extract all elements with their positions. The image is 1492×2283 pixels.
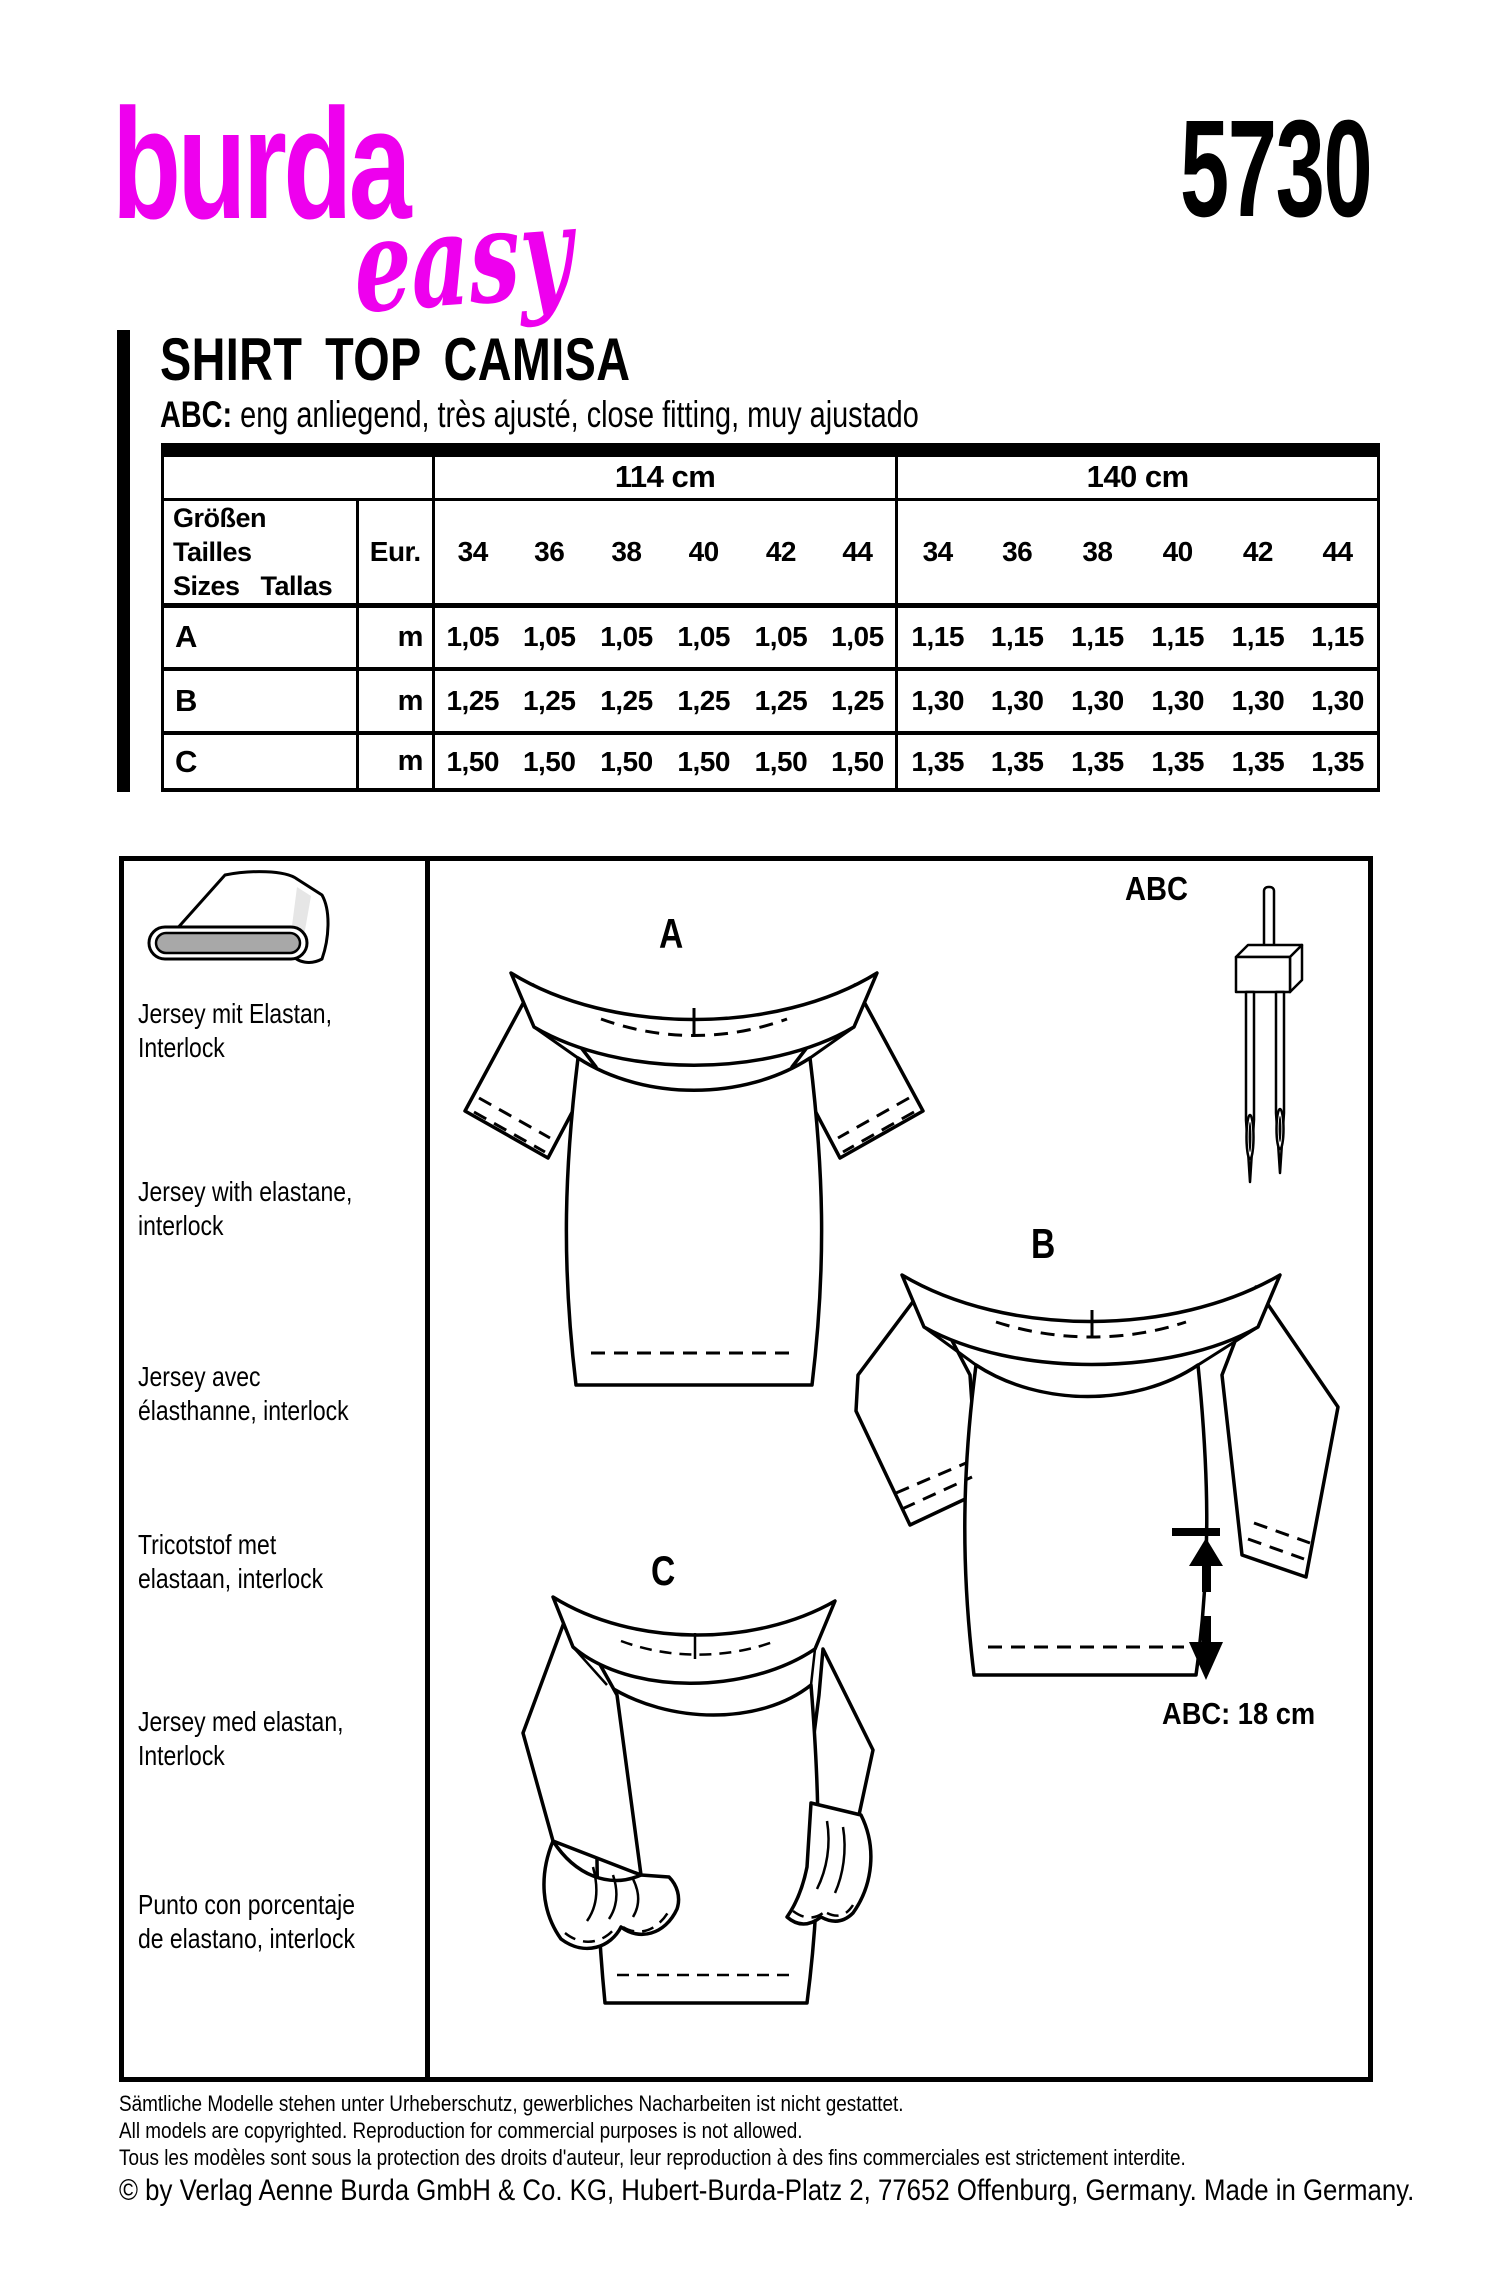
size-header-cell: 40 bbox=[665, 499, 742, 605]
width-group-140: 140 cm bbox=[897, 450, 1379, 499]
yardage-cell: 1,50 bbox=[754, 745, 808, 777]
needle-views-label: ABC bbox=[1125, 870, 1188, 907]
fit-text: eng anliegend, très ajusté, close fitting, muy ajustado bbox=[232, 394, 919, 435]
yardage-cell: 1,15 bbox=[1218, 605, 1298, 669]
unit-cell: m bbox=[357, 733, 433, 790]
yardage-cell: 1,05 bbox=[742, 605, 819, 669]
fabric-text-es: Punto con porcentaje de elastano, interlock bbox=[138, 1889, 356, 1954]
fabric-text-de: Jersey mit Elastan, Interlock bbox=[138, 998, 332, 1063]
heading-accent-bar bbox=[117, 330, 130, 792]
unit-cell: m bbox=[357, 605, 433, 669]
size-header-cell: 42 bbox=[1218, 499, 1298, 605]
size-header-cell: 44 bbox=[820, 499, 897, 605]
size-header-cell: 42 bbox=[742, 499, 819, 605]
yardage-cell: 1,15 bbox=[1057, 605, 1137, 669]
yardage-cell: 1,30 bbox=[897, 669, 977, 733]
yardage-cell: 1,30 bbox=[1138, 669, 1218, 733]
yardage-cell: 1,35 bbox=[1071, 745, 1124, 777]
brand-logo-easy: easy bbox=[351, 176, 575, 343]
yardage-cell: 1,05 bbox=[820, 605, 897, 669]
yardage-cell: 1,30 bbox=[1218, 669, 1298, 733]
yardage-cell: 1,25 bbox=[742, 669, 819, 733]
view-cell: C bbox=[163, 733, 358, 790]
view-label-b: B bbox=[1031, 1220, 1056, 1267]
panel-divider bbox=[425, 861, 430, 2077]
yardage-cell: 1,05 bbox=[433, 605, 510, 669]
view-cell: A bbox=[163, 605, 358, 669]
fabric-text-en: Jersey with elastane, interlock bbox=[138, 1176, 353, 1241]
size-header-cell: 34 bbox=[897, 499, 977, 605]
yardage-cell: 1,30 bbox=[977, 669, 1057, 733]
yardage-cell: 1,05 bbox=[511, 605, 588, 669]
fit-views-label: ABC: bbox=[160, 394, 233, 435]
length-arrows-icon bbox=[1172, 1528, 1242, 1688]
views-panel bbox=[119, 856, 1373, 2082]
size-header-cell: 44 bbox=[1298, 499, 1378, 605]
eur-label-cell: Eur. bbox=[357, 499, 433, 605]
twin-needle-icon bbox=[1228, 885, 1308, 1195]
fabric-text-nl: Tricotstof met elastaan, interlock bbox=[138, 1529, 324, 1594]
publisher-line: © by Verlag Aenne Burda GmbH & Co. KG, Hubert-Burda-Platz 2, 77652 Offenburg, Germany. Made in Germany. bbox=[119, 2174, 1415, 2207]
yardage-cell: 1,25 bbox=[433, 669, 510, 733]
sizes-label-cell: Größen Tailles Sizes Tallas bbox=[163, 499, 358, 605]
yardage-cell: 1,35 bbox=[1311, 745, 1364, 777]
yardage-cell: 1,30 bbox=[1057, 669, 1137, 733]
yardage-cell: 1,30 bbox=[1298, 669, 1378, 733]
fabric-text-fr: Jersey avec élasthanne, interlock bbox=[138, 1361, 349, 1426]
view-label-c: C bbox=[651, 1547, 676, 1594]
fabric-bolt-icon bbox=[145, 867, 335, 967]
yardage-table bbox=[161, 443, 1380, 792]
brand-logo-easy-wrap bbox=[351, 176, 663, 343]
view-label-a: A bbox=[659, 910, 684, 957]
copyright-line-de: Sämtliche Modelle stehen unter Urheberschutz, gewerbliches Nacharbeiten ist nicht gestattet. bbox=[119, 2091, 904, 2116]
fit-description bbox=[160, 396, 1133, 433]
copyright-line-fr: Tous les modèles sont sous la protection des droits d'auteur, leur reproduction à des fins commerciales est strictement interdite. bbox=[119, 2145, 1186, 2170]
yardage-cell: 1,35 bbox=[1151, 745, 1204, 777]
yardage-cell: 1,15 bbox=[977, 605, 1057, 669]
yardage-cell: 1,25 bbox=[820, 669, 897, 733]
page-title: SHIRT TOP CAMISA bbox=[160, 326, 631, 393]
garment-drawing-b bbox=[844, 1220, 1344, 1685]
yardage-cell: 1,15 bbox=[1138, 605, 1218, 669]
yardage-cell: 1,50 bbox=[600, 745, 653, 777]
yardage-cell: 1,50 bbox=[677, 745, 730, 777]
yardage-cell: 1,05 bbox=[588, 605, 665, 669]
pattern-number: 5730 bbox=[1180, 92, 1372, 246]
garment-drawing-c bbox=[509, 1545, 879, 2025]
table-corner-cell bbox=[163, 450, 434, 499]
yardage-cell: 1,25 bbox=[665, 669, 742, 733]
size-header-cell: 36 bbox=[511, 499, 588, 605]
fabric-text-da: Jersey med elastan, Interlock bbox=[138, 1706, 344, 1771]
size-header-cell: 36 bbox=[977, 499, 1057, 605]
view-cell: B bbox=[163, 669, 358, 733]
size-header-cell: 38 bbox=[1057, 499, 1137, 605]
size-header-cell: 40 bbox=[1138, 499, 1218, 605]
brand-logo-burda: burda bbox=[112, 77, 409, 252]
size-header-cell: 34 bbox=[433, 499, 510, 605]
yardage-cell: 1,15 bbox=[1298, 605, 1378, 669]
yardage-cell: 1,50 bbox=[522, 745, 576, 777]
yardage-cell: 1,25 bbox=[511, 669, 588, 733]
yardage-cell: 1,50 bbox=[820, 733, 897, 790]
yardage-cell: 1,05 bbox=[665, 605, 742, 669]
length-note: ABC: 18 cm bbox=[1162, 1696, 1316, 1731]
copyright-line-en: All models are copyrighted. Reproduction for commercial purposes is not allowed. bbox=[119, 2118, 803, 2143]
unit-cell: m bbox=[357, 669, 433, 733]
yardage-cell: 1,25 bbox=[588, 669, 665, 733]
width-group-114: 114 cm bbox=[433, 450, 896, 499]
yardage-cell: 1,35 bbox=[1231, 745, 1285, 777]
yardage-cell: 1,35 bbox=[911, 745, 964, 777]
yardage-cell: 1,15 bbox=[897, 605, 977, 669]
yardage-cell: 1,35 bbox=[990, 745, 1044, 777]
size-header-cell: 38 bbox=[588, 499, 665, 605]
yardage-cell: 1,50 bbox=[446, 745, 499, 777]
